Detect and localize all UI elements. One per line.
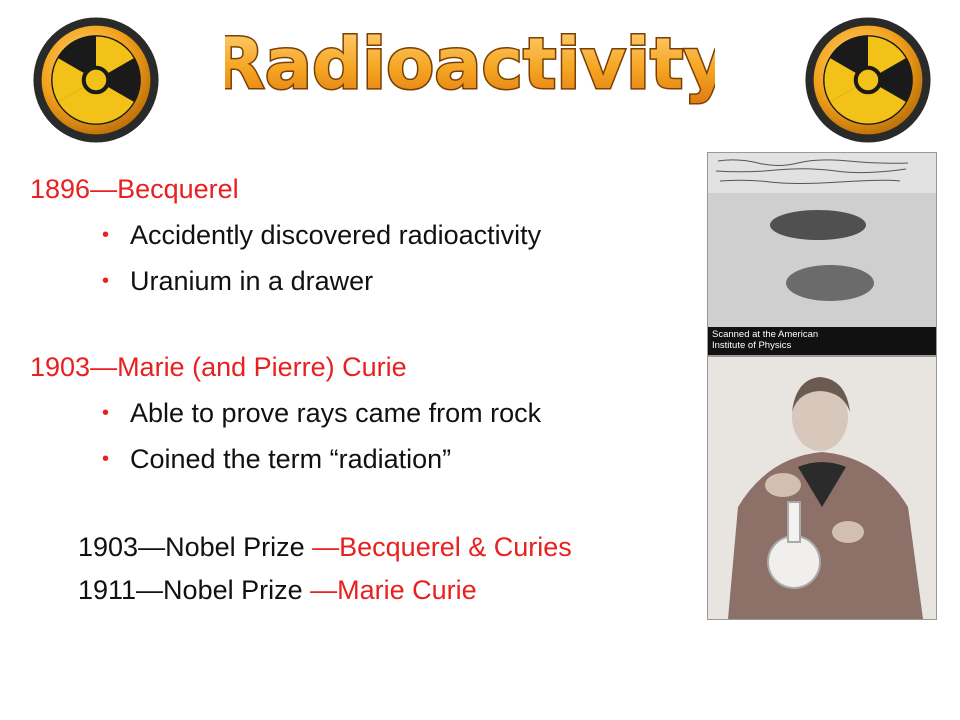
list-item-text: Able to prove rays came from rock	[130, 398, 542, 428]
list-item-text: Accidently discovered radioactivity	[130, 220, 542, 250]
list-item	[30, 264, 373, 298]
section1-heading: 1896—Becquerel	[30, 174, 239, 204]
photographic-plate-image	[707, 152, 937, 356]
caption-bar	[708, 327, 936, 355]
nobel-winner-text: —Becquerel & Curies	[312, 532, 572, 562]
marie-curie-photo	[707, 356, 937, 620]
nobel-line	[78, 573, 477, 607]
list-item	[30, 442, 451, 476]
bullet-icon: •	[102, 270, 110, 292]
nobel-year-text: 1911—Nobel Prize	[78, 575, 311, 605]
list-item	[30, 218, 541, 252]
radiation-hazard-icon	[28, 12, 164, 148]
nobel-winner-text: —Marie Curie	[310, 575, 477, 605]
list-item-text: Uranium in a drawer	[130, 266, 374, 296]
bullet-icon: •	[102, 224, 110, 246]
plate-caption: Scanned at the American Institute of Physics	[712, 329, 819, 351]
title-text: Radioactivity	[225, 23, 715, 105]
bullet-icon: •	[102, 448, 110, 470]
nobel-line	[78, 530, 572, 564]
list-item-text: Coined the term “radiation”	[130, 444, 452, 474]
bullet-icon: •	[102, 402, 110, 424]
section2-heading: 1903—Marie (and Pierre) Curie	[30, 352, 407, 382]
radiation-hazard-icon	[800, 12, 936, 148]
slide-title	[225, 18, 715, 108]
list-item	[30, 396, 541, 430]
nobel-year-text: 1903—Nobel Prize	[78, 532, 313, 562]
